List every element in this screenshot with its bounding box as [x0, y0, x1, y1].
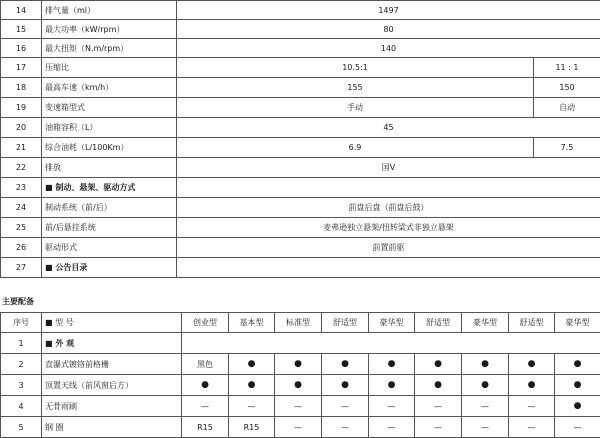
equipment-value: —: [555, 417, 600, 438]
column-header-model: ■ 型 号: [42, 313, 182, 333]
row-number: 2: [1, 354, 42, 375]
table-row: [1, 58, 600, 78]
equipment-name: 顶置天线（前风窗后方）: [42, 375, 182, 396]
row-number: 20: [1, 118, 42, 138]
equipment-value: ●: [369, 375, 415, 396]
row-number: 14: [1, 1, 42, 20]
table-row: [1, 218, 600, 238]
spec-name: 最高车速（km/h）: [42, 78, 177, 98]
spec-name: 油箱容积（L）: [42, 118, 177, 138]
row-number: 23: [1, 178, 42, 198]
column-header-trim: 标准型: [275, 313, 322, 333]
column-header-trim: 豪华型: [462, 313, 509, 333]
row-number: 17: [1, 58, 42, 78]
table-row: [1, 198, 600, 218]
row-number: 4: [1, 396, 42, 417]
equipment-value: ●: [462, 354, 509, 375]
row-number: 25: [1, 218, 42, 238]
empty-cell: [177, 178, 600, 198]
section-heading: ■ 外 观: [42, 333, 182, 354]
column-header-trim: 创业型: [182, 313, 229, 333]
equipment-value: —: [182, 396, 229, 417]
equipment-value: —: [509, 417, 555, 438]
spec-name: 驱动形式: [42, 238, 177, 258]
spec-value-manual: 手动: [177, 98, 534, 118]
table-row: [1, 238, 600, 258]
row-number: 27: [1, 258, 42, 278]
table-row: [1, 1, 600, 20]
equipment-value: ●: [369, 354, 415, 375]
equipment-value: ●: [555, 396, 600, 417]
row-number: 24: [1, 198, 42, 218]
equipment-value: 黑色: [182, 354, 229, 375]
equipment-value: ●: [229, 354, 275, 375]
equipment-name: 无骨雨刷: [42, 396, 182, 417]
spec-value: 1497: [177, 1, 600, 20]
table-row: [1, 258, 600, 278]
table-row: [1, 396, 600, 417]
section-heading: ■ 制动、悬架、驱动方式: [42, 178, 177, 198]
equipment-value: —: [415, 417, 462, 438]
equipment-value: —: [415, 396, 462, 417]
spec-value-auto: 11 : 1: [534, 58, 600, 78]
row-number: 26: [1, 238, 42, 258]
equipment-value: ●: [509, 375, 555, 396]
spec-name: 综合油耗（L/100Km）: [42, 138, 177, 158]
spec-name: 排气量（ml）: [42, 1, 177, 20]
equipment-name: 直瀑式镀铬前格栅: [42, 354, 182, 375]
spec-name: 排放: [42, 158, 177, 178]
table-row: [1, 354, 600, 375]
column-header-trim: 豪华型: [369, 313, 415, 333]
equipment-value: ●: [509, 354, 555, 375]
spec-value-manual: 10.5:1: [177, 58, 534, 78]
equipment-value: —: [275, 417, 322, 438]
spec-name: 前/后悬挂系统: [42, 218, 177, 238]
equipment-value: ●: [555, 375, 600, 396]
table-row: [1, 333, 600, 354]
spec-value: 80: [177, 20, 600, 39]
table-row: [1, 20, 600, 39]
spec-value-manual: 155: [177, 78, 534, 98]
table-row: [1, 138, 600, 158]
equipment-value: ●: [555, 354, 600, 375]
spec-value-auto: 自动: [534, 98, 600, 118]
equipment-name: 钢 圈: [42, 417, 182, 438]
row-number: 18: [1, 78, 42, 98]
column-header-no: 序号: [1, 313, 42, 333]
equipment-value: R15: [229, 417, 275, 438]
table-row: [1, 178, 600, 198]
row-number: 15: [1, 20, 42, 39]
equipment-value: ●: [322, 375, 369, 396]
equipment-value: ●: [182, 375, 229, 396]
table-row: [1, 78, 600, 98]
equipment-value: ●: [322, 354, 369, 375]
spec-value: 前置前驱: [177, 238, 600, 258]
spec-name: 压缩比: [42, 58, 177, 78]
empty-cell: [177, 258, 600, 278]
equipment-table-body: [1, 313, 600, 438]
row-number: 1: [1, 333, 42, 354]
spec-value: 140: [177, 39, 600, 58]
equipment-value: —: [509, 396, 555, 417]
empty-cell: [182, 333, 600, 354]
equipment-value: ●: [415, 375, 462, 396]
spec-value-auto: 150: [534, 78, 600, 98]
equipment-value: —: [322, 417, 369, 438]
row-number: 3: [1, 375, 42, 396]
table-row: [1, 98, 600, 118]
table-row: [1, 158, 600, 178]
row-number: 21: [1, 138, 42, 158]
equipment-value: R15: [182, 417, 229, 438]
equipment-value: ●: [415, 354, 462, 375]
equipment-value: —: [229, 396, 275, 417]
column-header-trim: 舒适型: [322, 313, 369, 333]
equipment-value: —: [275, 396, 322, 417]
spec-value-manual: 6.9: [177, 138, 534, 158]
spec-value: 国Ⅴ: [177, 158, 600, 178]
equipment-title: 主要配备: [2, 297, 34, 306]
spec-value: 45: [177, 118, 600, 138]
spec-value-auto: 7.5: [534, 138, 600, 158]
equipment-value: ●: [275, 375, 322, 396]
table-row: [1, 39, 600, 58]
table-row: [1, 375, 600, 396]
equipment-value: —: [322, 396, 369, 417]
column-header-trim: 舒适型: [415, 313, 462, 333]
equipment-table: [0, 312, 600, 438]
column-header-trim: 舒适型: [509, 313, 555, 333]
equipment-value: —: [462, 417, 509, 438]
equipment-value: ●: [275, 354, 322, 375]
column-header-trim: 豪华型: [555, 313, 600, 333]
equipment-value: ●: [229, 375, 275, 396]
spec-value: 前盘后盘（前盘后鼓）: [177, 198, 600, 218]
row-number: 5: [1, 417, 42, 438]
column-header-trim: 基本型: [229, 313, 275, 333]
spec-table-body: [1, 1, 600, 278]
table-row: [1, 417, 600, 438]
spec-value: 麦弗逊独立悬架/扭转梁式非独立悬架: [177, 218, 600, 238]
equipment-value: —: [462, 396, 509, 417]
spec-name: 制动系统（前/后）: [42, 198, 177, 218]
row-number: 22: [1, 158, 42, 178]
table-header-row: [1, 313, 600, 333]
equipment-value: ●: [462, 375, 509, 396]
equipment-value: —: [369, 396, 415, 417]
spec-name: 最大功率（kW/rpm）: [42, 20, 177, 39]
equipment-value: —: [369, 417, 415, 438]
row-number: 19: [1, 98, 42, 118]
section-heading: ■ 公告目录: [42, 258, 177, 278]
table-row: [1, 118, 600, 138]
spec-name: 变速箱型式: [42, 98, 177, 118]
row-number: 16: [1, 39, 42, 58]
spec-name: 最大扭矩（N.m/rpm）: [42, 39, 177, 58]
